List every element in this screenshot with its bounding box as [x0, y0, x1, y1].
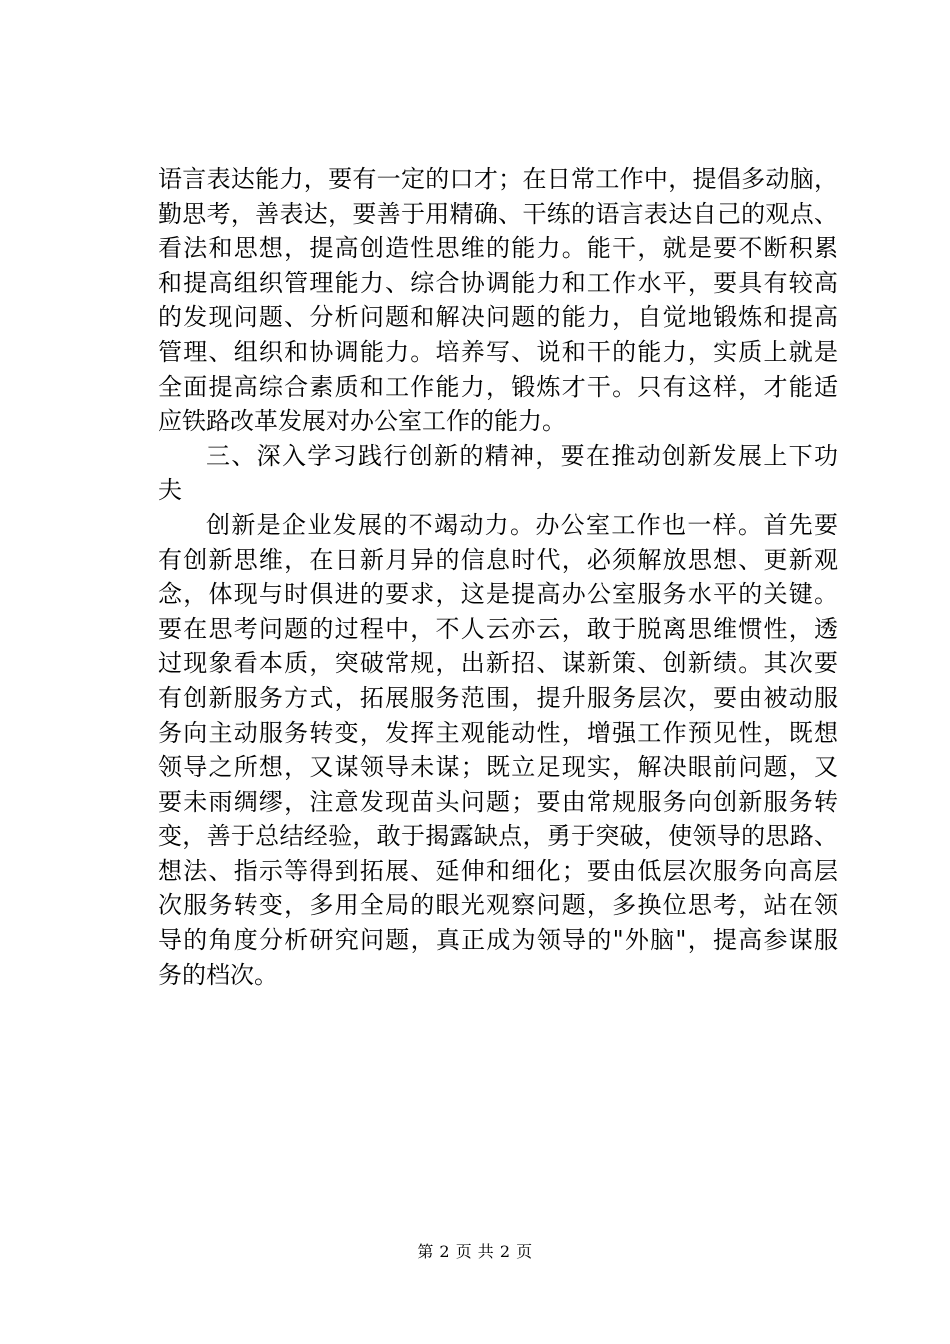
section-heading-line: 夫: [158, 476, 182, 505]
text-line: 有创新思维，在日新月异的信息时代，必须解放思想、更新观: [158, 545, 838, 574]
text-line: 务向主动服务转变，发挥主观能动性，增强工作预见性，既想: [158, 718, 838, 747]
text-line: 想法、指示等得到拓展、延伸和细化；要由低层次服务向高层: [158, 856, 838, 885]
text-line: 次服务转变，多用全局的眼光观察问题，多换位思考，站在领: [158, 891, 838, 920]
text-line: 导的角度分析研究问题，真正成为领导的"外脑"，提高参谋服: [158, 926, 838, 955]
text-line: 领导之所想，又谋领导未谋；既立足现实，解决眼前问题，又: [158, 753, 838, 782]
page-number-footer: 第 2 页 共 2 页: [417, 1242, 533, 1261]
text-line: 勤思考，善表达，要善于用精确、干练的语言表达自己的观点、: [158, 199, 838, 228]
text-line: 创新是企业发展的不竭动力。办公室工作也一样。首先要: [206, 510, 838, 539]
text-line: 要在思考问题的过程中，不人云亦云，敢于脱离思维惯性，透: [158, 614, 838, 643]
text-line: 念，体现与时俱进的要求，这是提高办公室服务水平的关键。: [158, 580, 838, 609]
text-line: 的发现问题、分析问题和解决问题的能力，自觉地锻炼和提高: [158, 303, 838, 332]
text-line: 全面提高综合素质和工作能力，锻炼才干。只有这样，才能适: [158, 372, 838, 401]
text-line: 要未雨绸缪，注意发现苗头问题；要由常规服务向创新服务转: [158, 787, 838, 816]
text-line: 和提高组织管理能力、综合协调能力和工作水平，要具有较高: [158, 268, 838, 297]
text-line: 务的档次。: [158, 960, 278, 989]
body-text: [158, 162, 838, 992]
text-line: 看法和思想，提高创造性思维的能力。能干，就是要不断积累: [158, 234, 838, 263]
text-line: 管理、组织和协调能力。培养写、说和干的能力，实质上就是: [158, 337, 838, 366]
text-line: 过现象看本质，突破常规，出新招、谋新策、创新绩。其次要: [158, 649, 838, 678]
section-heading-line: 三、深入学习践行创新的精神，要在推动创新发展上下功: [206, 441, 838, 470]
text-line: 应铁路改革发展对办公室工作的能力。: [158, 407, 566, 436]
text-line: 变，善于总结经验，敢于揭露缺点，勇于突破，使领导的思路、: [158, 822, 838, 851]
text-line: 有创新服务方式，拓展服务范围，提升服务层次，要由被动服: [158, 683, 838, 712]
text-line: 语言表达能力，要有一定的口才；在日常工作中，提倡多动脑，: [158, 165, 838, 193]
